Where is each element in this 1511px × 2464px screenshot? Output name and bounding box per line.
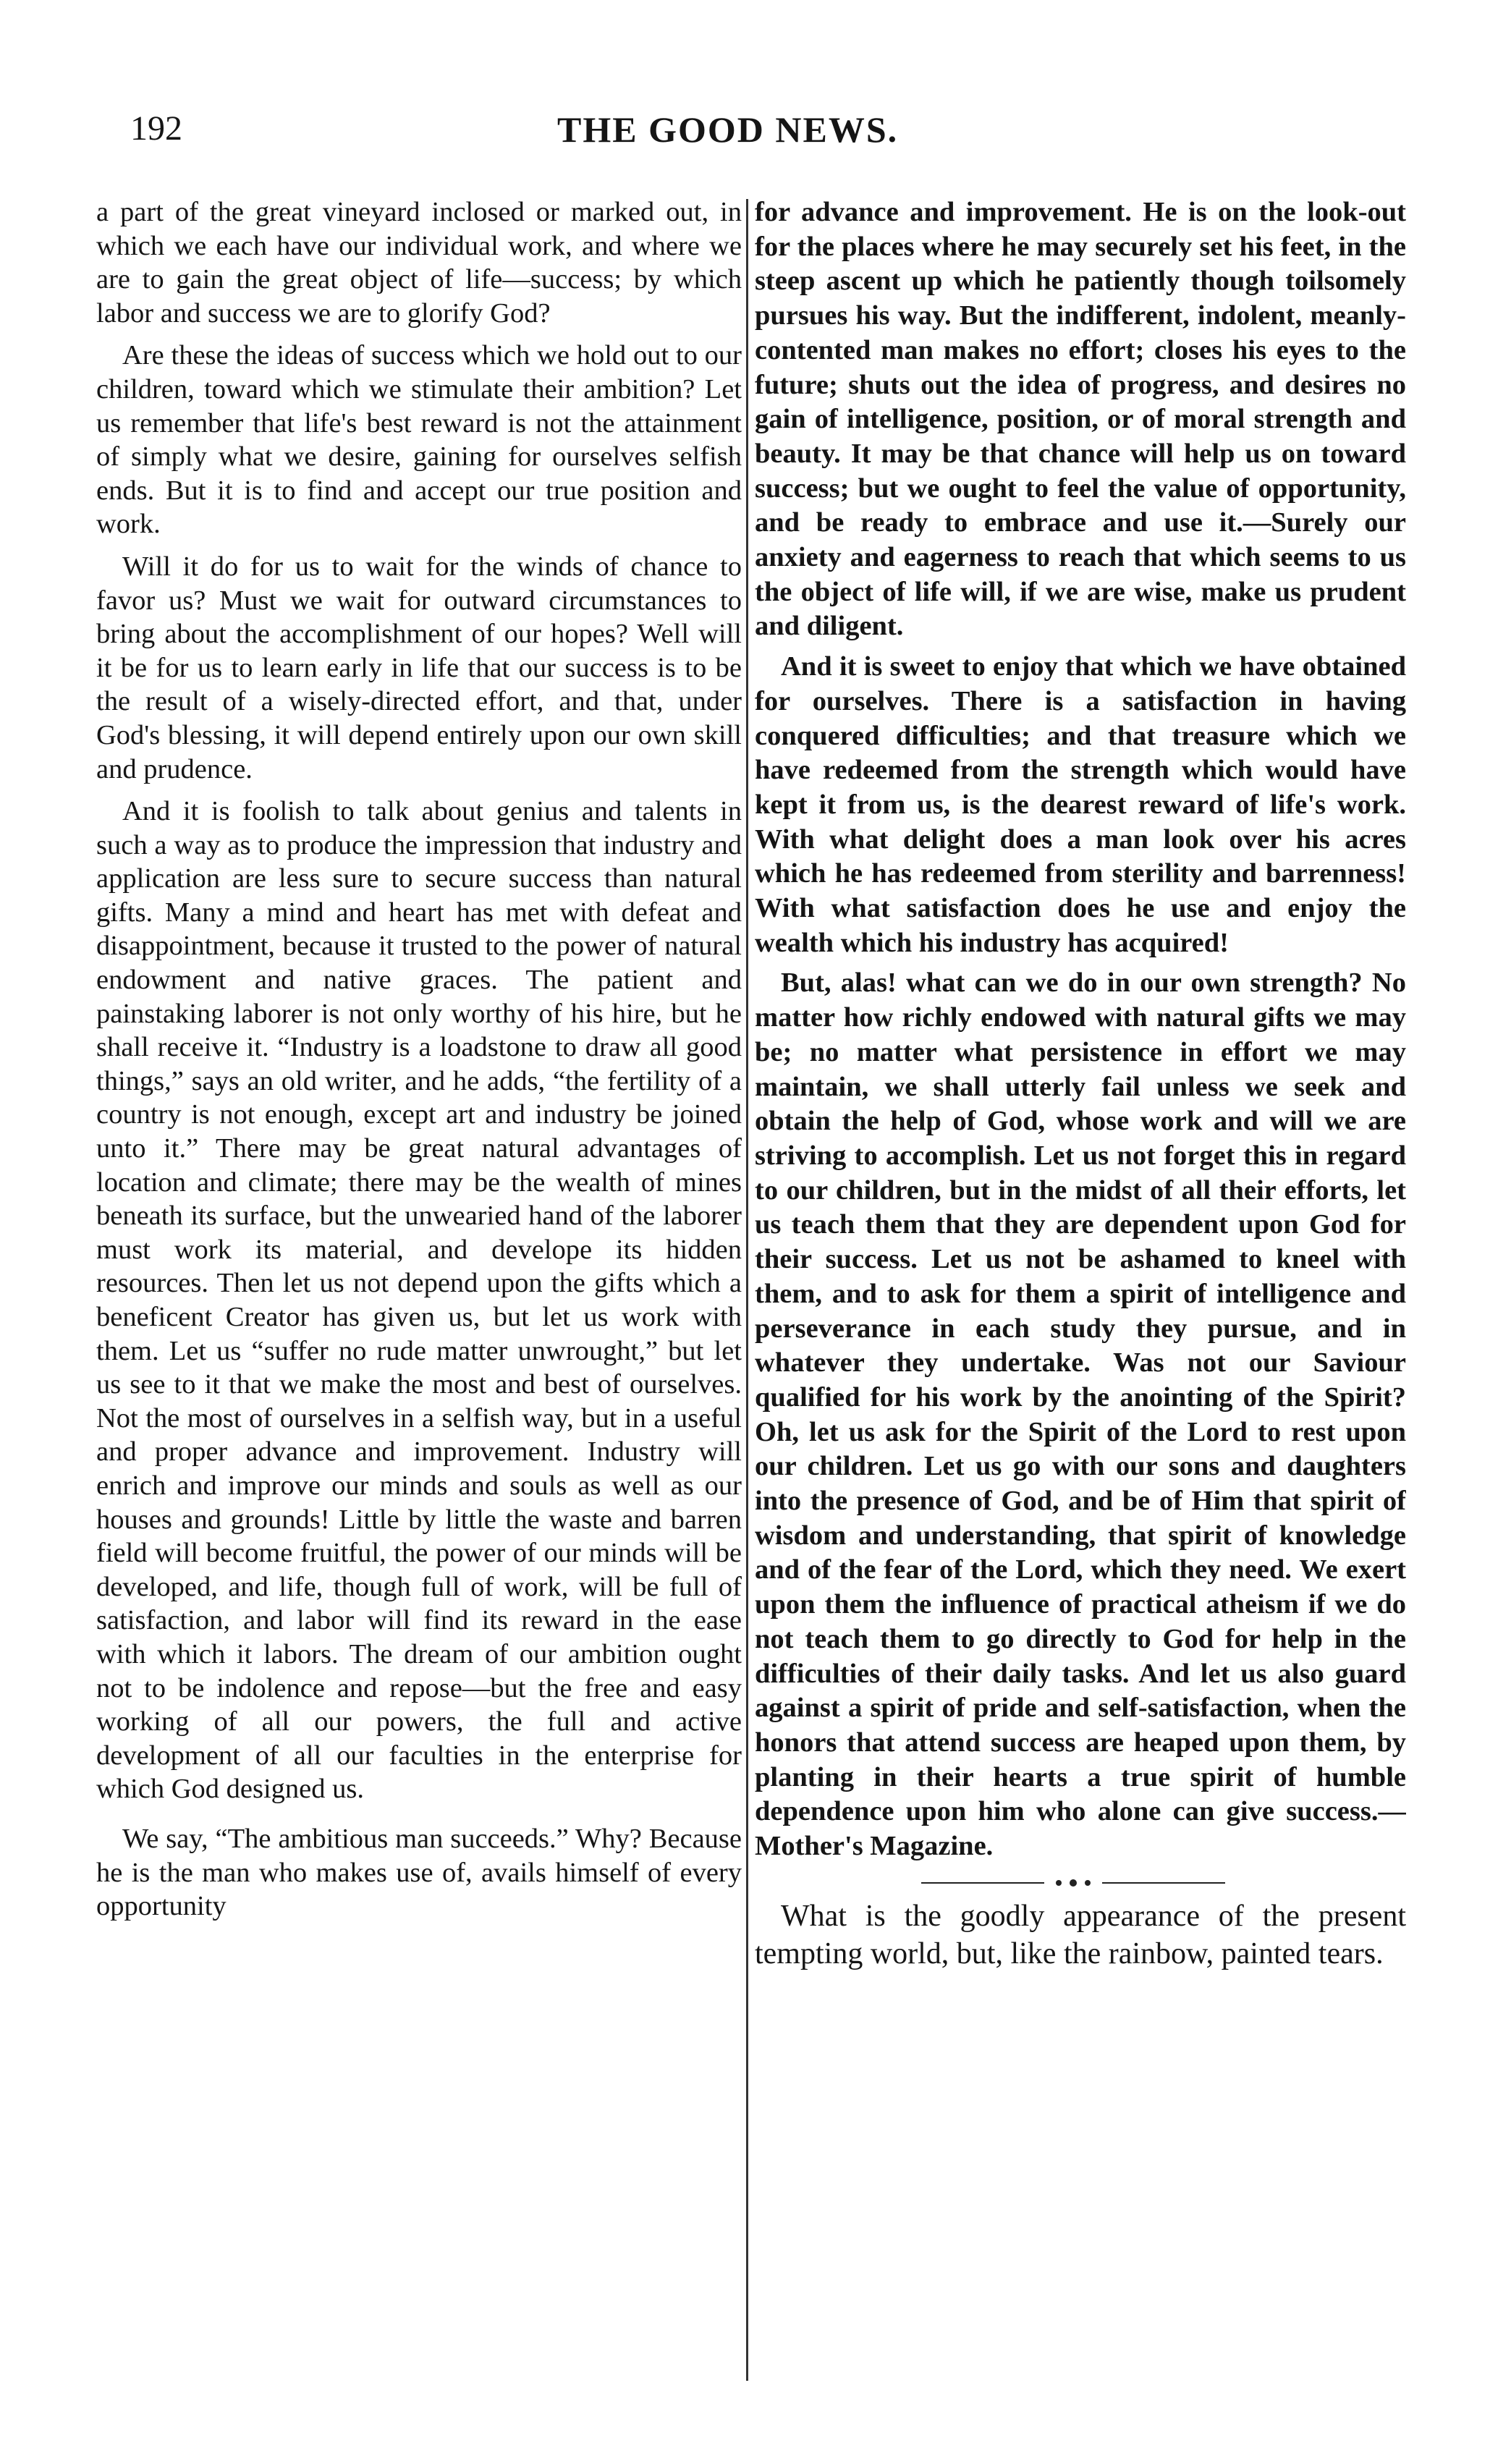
- running-head: THE GOOD NEWS.: [557, 109, 899, 150]
- paragraph: Are these the ideas of success which we hold out to our children, toward which we stimulate their ambition? Let us remember that life's best reward is not the attainment of simply what we desire, gaining for ourselves selfish ends. But it is to find and accept our true position and work.: [96, 340, 742, 540]
- paragraph: a part of the great vineyard inclosed or marked out, in which we each have our individual work, and where we are to gain the great object of life—success; by which labor and success we are to glorify God?: [96, 197, 742, 329]
- column-rule: [746, 199, 748, 2381]
- paragraph: We say, “The ambitious man succeeds.” Why? Because he is the man who makes use of, avails himself of every opportunity: [96, 1823, 742, 1922]
- paragraph: And it is foolish to talk about genius and talents in such a way as to produce the impression that industry and application are less sure to secure success than natural gifts. Many a mind and heart has met with defeat and disappointment, because it trusted to the power of natural endowment and native graces. The patient and painstaking laborer is not only worthy of his hire, but he shall receive it. “Industry is a loadstone to draw all good things,” says an old writer, and he adds, “the fertility of a country is not enough, except art and industry be joined unto it.” There may be great natural advantages of location and climate; there may be the wealth of mines beneath its surface, but the unwearied hand of the laborer must work its material, and develope its hidden resources. Then let us not depend upon the gifts which a beneficent Creator has given us, but let us work with them. Let us “suffer no rude matter unwrought,” but let us see to it that we make the most and best of ourselves. Not the most of ourselves in a selfish way, but in a useful and proper advance and improvement. Industry will enrich and improve our minds and souls as well as our houses and grounds! Little by little the waste and barren field will become fruitful, the power of our minds will be developed, and life, though full of work, will be full of satisfaction, and labor will find its reward in the ease with which it labors. The dream of our ambition ought not to be indolence and repose—but the free and easy working of all our powers, the full and active development of all our faculties in the enterprise for which God designed us.: [96, 796, 742, 1805]
- page-header: [130, 109, 1418, 159]
- right-column: [755, 195, 1406, 2392]
- left-column: [96, 195, 742, 2392]
- section-ornament: [755, 1868, 1406, 1897]
- paragraph: Will it do for us to wait for the winds of chance to favor us? Must we wait for outward circumstances to bring about the accomplishment of our hopes? Well will it be for us to learn early in life that our success is to be the result of a wisely-directed effort, and that, under God's blessing, it will depend entirely upon our own skill and prudence.: [96, 551, 742, 784]
- paragraph: But, alas! what can we do in our own strength? No matter how richly endowed with natural gifts we may be; no matter what persistence in effort we may maintain, we shall utterly fail unless we seek and obtain the help of God, whose work and will we are striving to accomplish. Let us not forget this in regard to our children, but in the midst of all their efforts, let us teach them that they are dependent upon God for their success. Let us not be ashamed to kneel with them, and to ask for them a spirit of intelligence and perseverance in each study they pursue, and in whatever they undertake. Was not our Saviour qualified for his work by the anointing of the Spirit? Oh, let us ask for the Spirit of the Lord to rest upon our children. Let us go with our sons and daughters into the presence of God, and be of Him that spirit of wisdom and understanding, that spirit of knowledge and of the fear of the Lord, which they need. We exert upon them the influence of practical atheism if we do not teach them to go directly to God for help in the difficulties of their daily tasks. And let us also guard against a spirit of pride and self-satisfaction, when the honors that attend success are heaped upon them, by planting in their hearts a true spirit of humble dependence upon him who alone can give success.—Mother's Magazine.: [755, 968, 1406, 1862]
- paragraph: for advance and improvement. He is on the look-out for the places where he may securely set his feet, in the steep ascent up which he patiently though toilsomely pursues his way. But the indifferent, indolent, meanly-contented man makes no effort; closes his eyes to the future; shuts out the idea of progress, and desires no gain of intelligence, position, or of moral strength and beauty. It may be that chance will help us on toward success; but we ought to feel the value of opportunity, and be ready to embrace and use it.—Surely our anxiety and eagerness to reach that which seems to us the object of life will, if we are wise, make us prudent and diligent.: [755, 197, 1406, 642]
- paragraph: What is the goodly appearance of the present tempting world, but, like the rainbow, painted tears.: [755, 1899, 1406, 1970]
- page-number: 192: [130, 109, 182, 148]
- paragraph: And it is sweet to enjoy that which we have obtained for ourselves. There is a satisfaction in having conquered difficulties; and that treasure which we have redeemed from the strength which would have kept it from us, is the dearest reward of life's work. With what delight does a man look over his acres which he has redeemed from sterility and barrenness! With what satisfaction does he use and enjoy the wealth which his industry has acquired!: [755, 651, 1406, 958]
